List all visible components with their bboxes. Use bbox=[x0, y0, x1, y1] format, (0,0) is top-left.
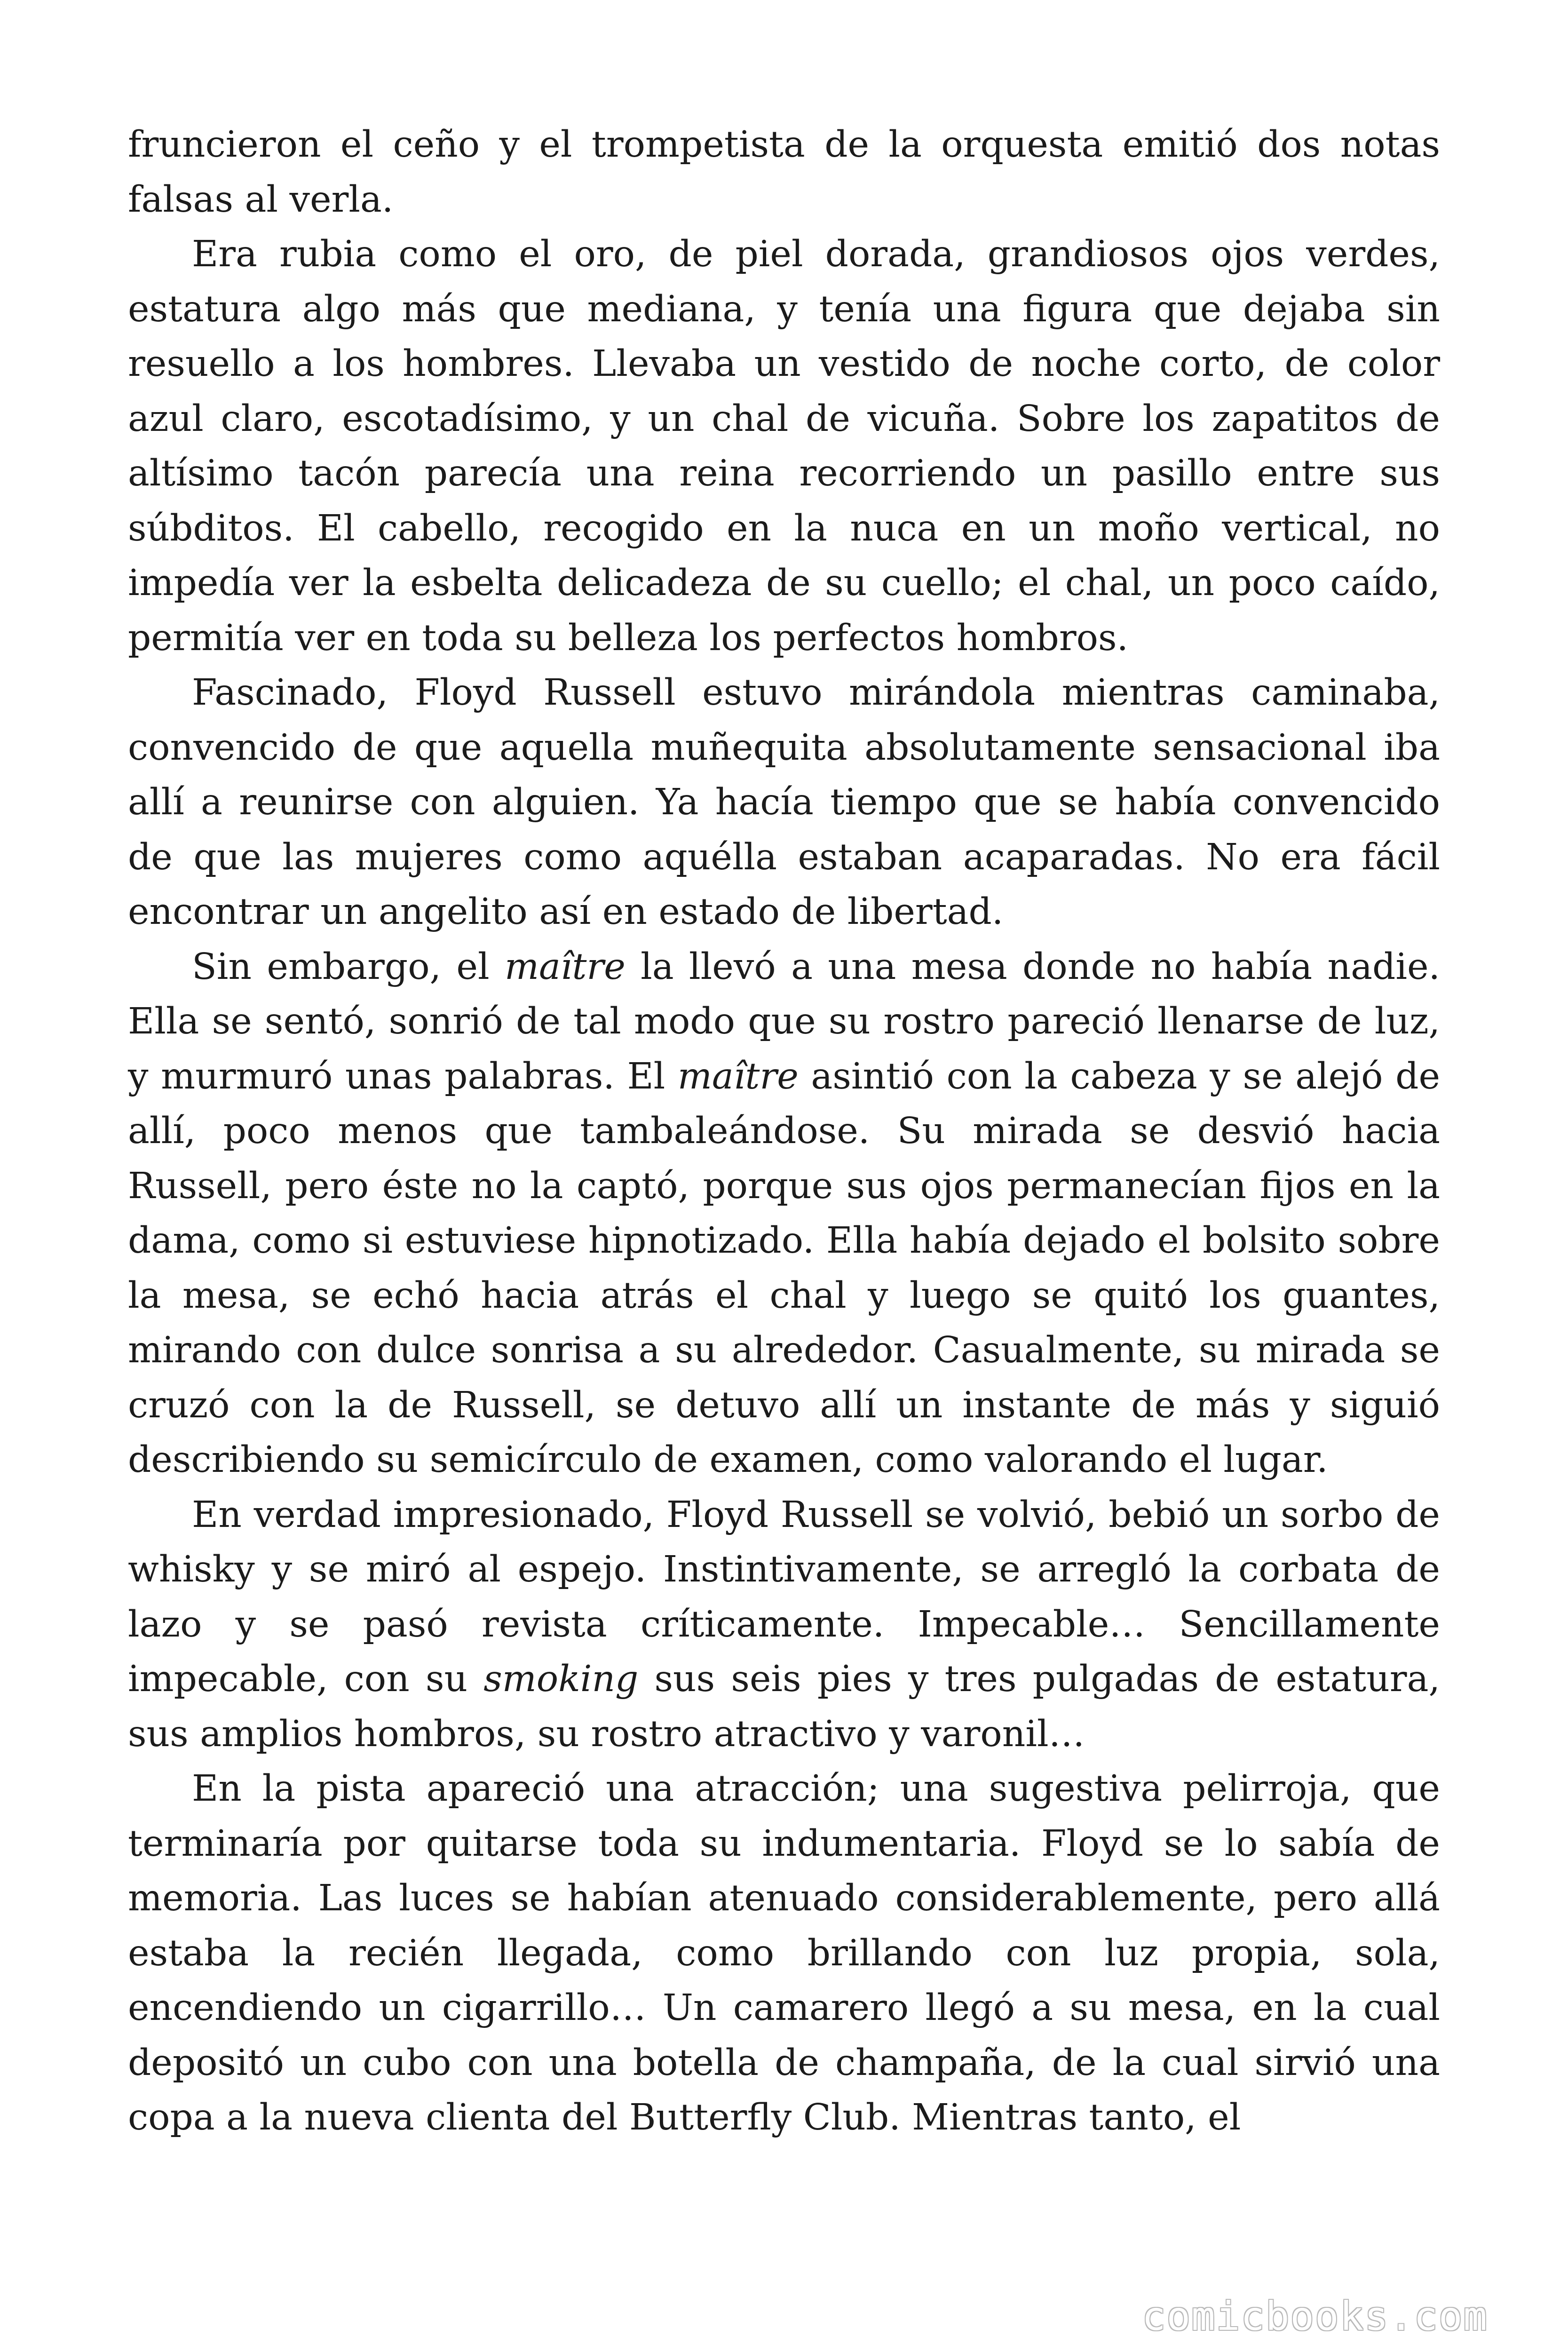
paragraph-text: Sin embargo, el bbox=[192, 946, 505, 988]
paragraph-6 bbox=[128, 1762, 1440, 2145]
italic-term: smoking bbox=[483, 1658, 639, 1700]
paragraph-text: Era rubia como el oro, de piel dorada, grandiosos ojos verdes, estatura algo más que mediana, y tenía una figura que dejaba sin resuello a los hombres. Llevaba un vestido de noche corto, de color azul claro, escotadísimo, y un chal de vicuña. Sobre los zapatitos de altísimo tacón parecía una reina recorriendo un pasillo entre sus súbditos. El cabello, recogido en la nuca en un moño vertical, no impedía ver la esbelta delicadeza de su cuello; el chal, un poco caído, permitía ver en toda su belleza los perfectos hombros. bbox=[128, 233, 1440, 659]
paragraph-text: asintió con la cabeza y se alejó de allí, poco menos que tambaleándose. Su mirada se desvió hacia Russell, pero éste no la captó, porque sus ojos permanecían fijos en la dama, como si estuviese hipnotizado. Ella había dejado el bolsito sobre la mesa, se echó hacia atrás el chal y luego se quitó los guantes, mirando con dulce sonrisa a su alrededor. Casualmente, su mirada se cruzó con la de Russell, se detuvo allí un instante de más y siguió describiendo su semicírculo de examen, como valorando el lugar. bbox=[128, 1055, 1441, 1481]
paragraph-text: fruncieron el ceño y el trompetista de la orquesta emitió dos notas falsas al verla. bbox=[128, 124, 1440, 221]
paragraph-text: Fascinado, Floyd Russell estuvo mirándola mientras caminaba, convencido de que aquella muñequita absolutamente sensacional iba allí a reunirse con alguien. Ya hacía tiempo que se había convencido de que las mujeres como aquélla estaban acaparadas. No era fácil encontrar un angelito así en estado de libertad. bbox=[128, 672, 1440, 933]
paragraph-4 bbox=[128, 940, 1440, 1488]
italic-term: maître bbox=[504, 946, 626, 988]
paragraph-2 bbox=[128, 227, 1440, 666]
paragraph-text: En la pista apareció una atracción; una sugestiva pelirroja, que terminaría por quitarse toda su indumentaria. Floyd se lo sabía de memoria. Las luces se habían atenuado considerablemente, pero allá estaba la recién llegada, como brillando con luz propia, sola, encendiendo un cigarrillo… Un camarero llegó a su mesa, en la cual depositó un cubo con una botella de champaña, de la cual sirvió una copa a la nueva clienta del Butterfly Club. Mientras tanto, el bbox=[128, 1768, 1440, 2138]
paragraph-5 bbox=[128, 1488, 1440, 1762]
paragraph-text: sus seis pies y tres pulgadas de estatura, sus amplios hombros, su rostro atractivo y varonil… bbox=[128, 1658, 1440, 1755]
book-page-text bbox=[128, 118, 1440, 2145]
paragraph-1 bbox=[128, 118, 1440, 227]
italic-term: maître bbox=[677, 1055, 799, 1097]
paragraph-3 bbox=[128, 666, 1440, 940]
paragraph-text: En verdad impresionado, Floyd Russell se volvió, bebió un sorbo de whisky y se miró al espejo. Instintivamente, se arregló la corbata de lazo y se pasó revista críticamente. Impecable… Sencillamente impecable, con su bbox=[128, 1494, 1440, 1700]
paragraph-text: la llevó a una mesa donde no había nadie. Ella se sentó, sonrió de tal modo que su rostro pareció llenarse de luz, y murmuró unas palabras. El bbox=[128, 946, 1441, 1097]
watermark: comicbooks.com bbox=[1141, 2293, 1488, 2339]
